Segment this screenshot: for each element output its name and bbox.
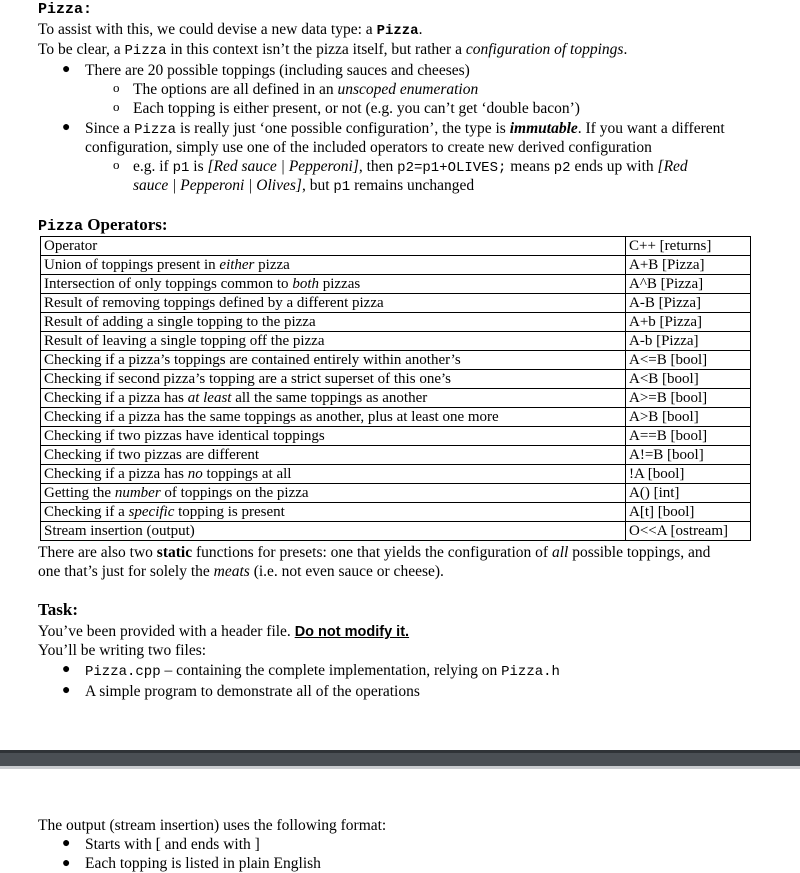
pizza-heading: Pizza: xyxy=(38,1,93,18)
operator-cpp: A+B [Pizza] xyxy=(626,256,751,275)
pizza-bullet-1: There are 20 possible toppings (including sauces and cheeses) xyxy=(85,62,470,79)
table-row xyxy=(41,484,751,503)
operator-description: Checking if second pizza’s topping are a strict superset of this one’s xyxy=(41,370,626,389)
operator-description: Checking if a pizza has no toppings at all xyxy=(41,465,626,484)
operator-description: Checking if a pizza has the same toppings as another, plus at least one more xyxy=(41,408,626,427)
operators-note-line-2: one that’s just for solely the meats (i.e. not even sauce or cheese). xyxy=(38,563,444,580)
operator-cpp: O<<A [ostream] xyxy=(626,522,751,541)
page-separator-shadow xyxy=(0,766,800,769)
table-header-row xyxy=(41,237,751,256)
pizza-bullet-2: Since a Pizza is really just ‘one possible configuration’, the type is immutable. If you want a different xyxy=(85,120,725,138)
output-paragraph: The output (stream insertion) uses the following format: xyxy=(38,817,387,834)
operator-cpp: A+b [Pizza] xyxy=(626,313,751,332)
task-paragraph-2: You’ll be writing two files: xyxy=(38,642,207,659)
bullet-dot: ● xyxy=(62,683,71,698)
operator-cpp: A-b [Pizza] xyxy=(626,332,751,351)
operator-description: Checking if a specific topping is present xyxy=(41,503,626,522)
table-row xyxy=(41,313,751,332)
table-row xyxy=(41,446,751,465)
pizza-bullet-2-1: e.g. if p1 is [Red sauce | Pepperoni], then p2=p1+OLIVES; means p2 ends up with [Red xyxy=(133,158,688,176)
operator-cpp: A!=B [bool] xyxy=(626,446,751,465)
operator-description: Union of toppings present in either pizza xyxy=(41,256,626,275)
operator-cpp: A==B [bool] xyxy=(626,427,751,446)
output-bullet-2: Each topping is listed in plain English xyxy=(85,855,321,872)
operator-description: Result of adding a single topping to the pizza xyxy=(41,313,626,332)
bullet-dot: ● xyxy=(62,836,71,851)
bullet-dot: ● xyxy=(62,856,71,871)
table-row xyxy=(41,503,751,522)
table-row xyxy=(41,275,751,294)
page-separator xyxy=(0,750,800,767)
task-heading: Task: xyxy=(38,600,79,619)
operator-description: Stream insertion (output) xyxy=(41,522,626,541)
table-header-cpp: C++ [returns] xyxy=(626,237,751,256)
table-row xyxy=(41,408,751,427)
bullet-dot: ● xyxy=(62,120,71,135)
bullet-circle: o xyxy=(113,157,120,172)
operator-description: Checking if two pizzas have identical toppings xyxy=(41,427,626,446)
bullet-circle: o xyxy=(113,80,120,95)
operator-cpp: A>=B [bool] xyxy=(626,389,751,408)
operator-cpp: !A [bool] xyxy=(626,465,751,484)
bullet-dot: ● xyxy=(62,662,71,677)
operator-description: Checking if a pizza has at least all the same toppings as another xyxy=(41,389,626,408)
operator-description: Checking if two pizzas are different xyxy=(41,446,626,465)
operator-description: Intersection of only toppings common to both pizzas xyxy=(41,275,626,294)
operators-table xyxy=(40,236,751,541)
operators-note: There are also two static functions for presets: one that yields the configuration of all possible toppings, and xyxy=(38,544,711,561)
operator-cpp: A[t] [bool] xyxy=(626,503,751,522)
task-paragraph-1: You’ve been provided with a header file. Do not modify it. xyxy=(38,623,410,640)
table-row xyxy=(41,256,751,275)
operator-cpp: A-B [Pizza] xyxy=(626,294,751,313)
operator-cpp: A^B [Pizza] xyxy=(626,275,751,294)
operator-description: Checking if a pizza’s toppings are contained entirely within another’s xyxy=(41,351,626,370)
task-bullet-2: A simple program to demonstrate all of the operations xyxy=(85,683,420,700)
operator-cpp: A>B [bool] xyxy=(626,408,751,427)
output-bullet-1: Starts with [ and ends with ] xyxy=(85,836,260,853)
bullet-dot: ● xyxy=(62,62,71,77)
table-row xyxy=(41,389,751,408)
operator-description: Result of removing toppings defined by a different pizza xyxy=(41,294,626,313)
pizza-bullet-2-line-2: configuration, simply use one of the included operators to create new derived configuration xyxy=(85,139,652,156)
bullet-circle: o xyxy=(113,99,120,114)
operator-cpp: A<B [bool] xyxy=(626,370,751,389)
table-row xyxy=(41,465,751,484)
table-row xyxy=(41,370,751,389)
operator-cpp: A() [int] xyxy=(626,484,751,503)
pizza-paragraph-2: To be clear, a Pizza in this context isn’t the pizza itself, but rather a configuration of toppings. xyxy=(38,41,628,59)
pizza-bullet-2-1-line-2: sauce | Pepperoni | Olives], but p1 remains unchanged xyxy=(133,177,475,195)
table-header-operator: Operator xyxy=(41,237,626,256)
pizza-bullet-1-2: Each topping is either present, or not (e.g. you can’t get ‘double bacon’) xyxy=(133,100,580,117)
table-row xyxy=(41,294,751,313)
task-bullet-1: Pizza.cpp – containing the complete implementation, relying on Pizza.h xyxy=(85,662,560,680)
operator-description: Getting the number of toppings on the pizza xyxy=(41,484,626,503)
table-row xyxy=(41,351,751,370)
table-row xyxy=(41,522,751,541)
table-row xyxy=(41,332,751,351)
operator-description: Result of leaving a single topping off the pizza xyxy=(41,332,626,351)
operators-heading: Pizza Operators: xyxy=(38,215,168,235)
operator-cpp: A<=B [bool] xyxy=(626,351,751,370)
pizza-bullet-1-1: The options are all defined in an unscoped enumeration xyxy=(133,81,479,98)
pizza-paragraph-1: To assist with this, we could devise a new data type: a Pizza. xyxy=(38,21,423,39)
table-row xyxy=(41,427,751,446)
